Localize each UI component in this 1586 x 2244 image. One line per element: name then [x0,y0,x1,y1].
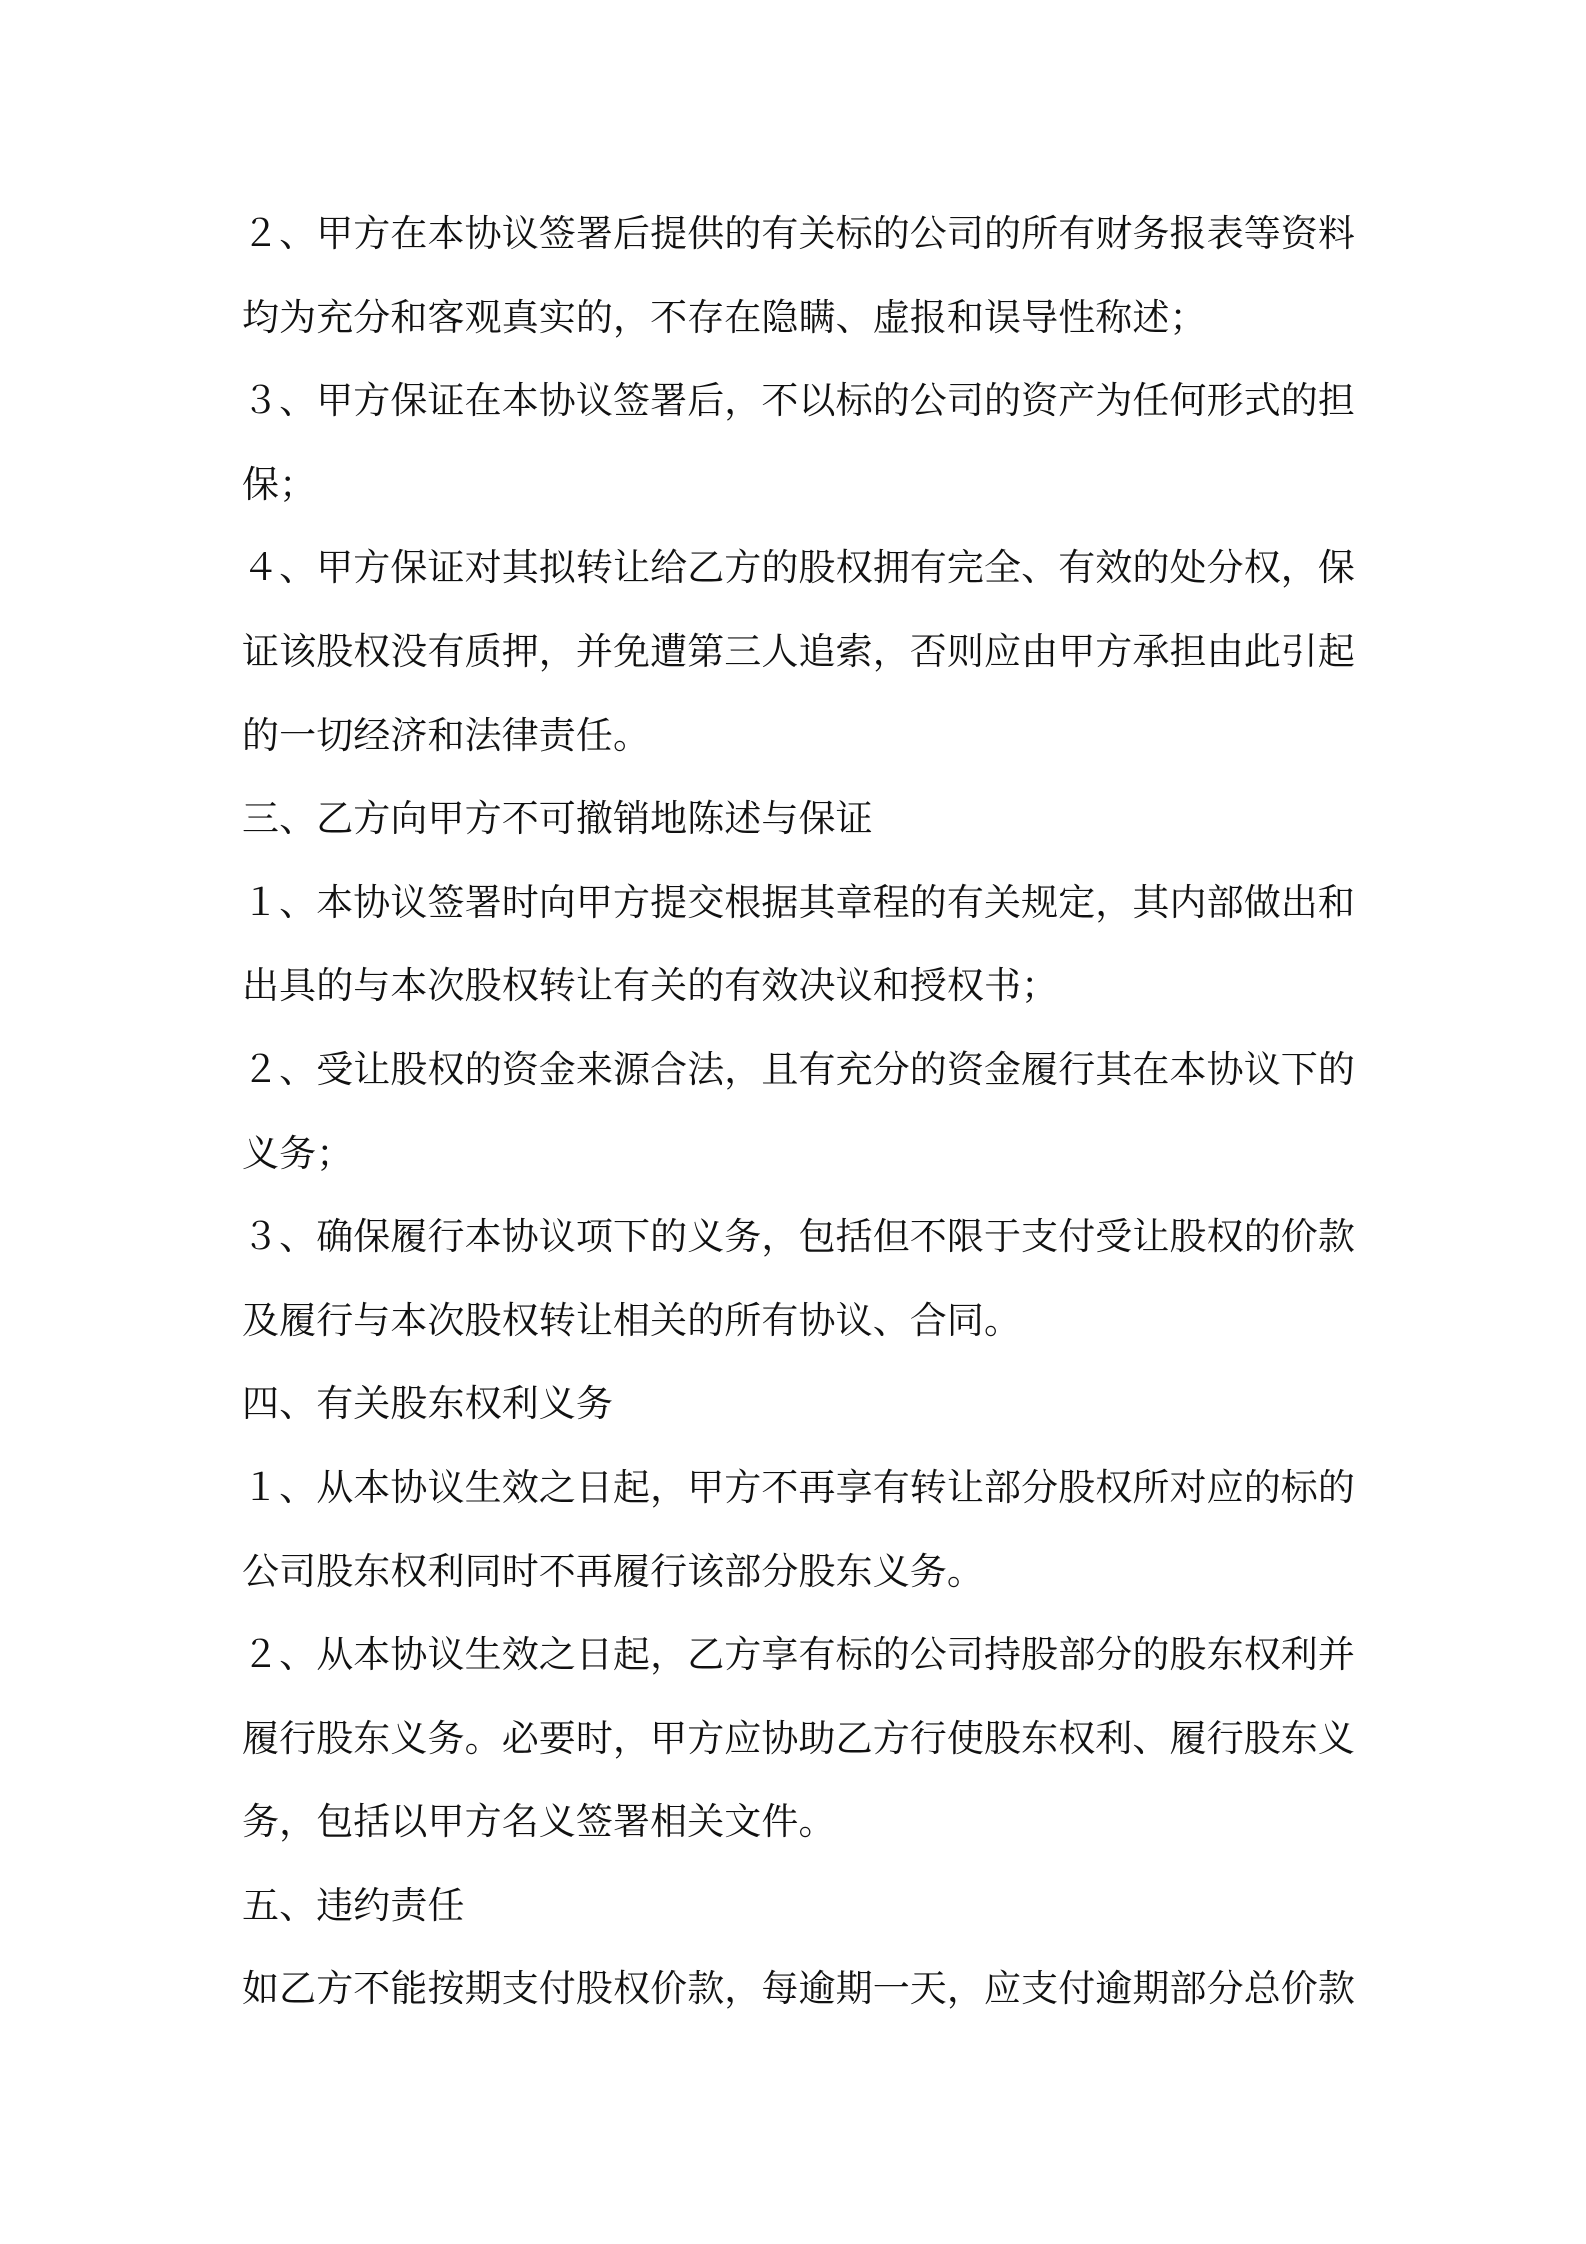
section-4-clause-2-line-1: ２、从本协议生效之日起，乙方享有标的公司持股部分的股东权利并 [242,1633,1355,1677]
section-4-clause-1-line-2: 公司股东权利同时不再履行该部分股东义务。 [242,1549,984,1593]
section-3-clause-2-line-2: 义务； [242,1131,354,1175]
clause-4-line-3: 的一切经济和法律责任。 [242,713,651,757]
clause-2-line-1: ２、甲方在本协议签署后提供的有关标的公司的所有财务报表等资料 [242,212,1355,255]
section-5-heading: 五、违约责任 [242,1883,465,1927]
clause-3-line-2: 保； [242,462,317,506]
section-3-clause-2-line-1: ２、受让股权的资金来源合法，且有充分的资金履行其在本协议下的 [242,1047,1355,1091]
section-3-clause-1-line-1: １、本协议签署时向甲方提交根据其章程的有关规定，其内部做出和 [242,880,1355,924]
clause-4-line-1: ４、甲方保证对其拟转让给乙方的股权拥有完全、有效的处分权，保 [242,546,1355,590]
section-3-clause-3-line-2: 及履行与本次股权转让相关的所有协议、合同。 [242,1298,1022,1342]
document-body [242,192,1355,2031]
section-3-clause-1-line-2: 出具的与本次股权转让有关的有效决议和授权书； [242,964,1059,1008]
section-3-clause-3-line-1: ３、确保履行本协议项下的义务，包括但不限于支付受让股权的价款 [242,1215,1355,1259]
section-3-heading: 三、乙方向甲方不可撤销地陈述与保证 [242,797,873,841]
clause-3-line-1: ３、甲方保证在本协议签署后，不以标的公司的资产为任何形式的担 [242,379,1355,423]
section-4-clause-2-line-2: 履行股东义务。必要时，甲方应协助乙方行使股东权利、履行股东义 [242,1716,1355,1760]
clause-4-line-2: 证该股权没有质押，并免遭第三人追索，否则应由甲方承担由此引起 [242,629,1355,673]
clause-2-line-2: 均为充分和客观真实的，不存在隐瞒、虚报和误导性称述； [242,295,1207,339]
section-5-paragraph-line-1: 如乙方不能按期支付股权价款，每逾期一天，应支付逾期部分总价款 [242,1967,1355,2011]
section-4-heading: 四、有关股东权利义务 [242,1382,613,1426]
section-4-clause-1-line-1: １、从本协议生效之日起，甲方不再享有转让部分股权所对应的标的 [242,1465,1355,1509]
section-4-clause-2-line-3: 务，包括以甲方名义签署相关文件。 [242,1800,836,1844]
